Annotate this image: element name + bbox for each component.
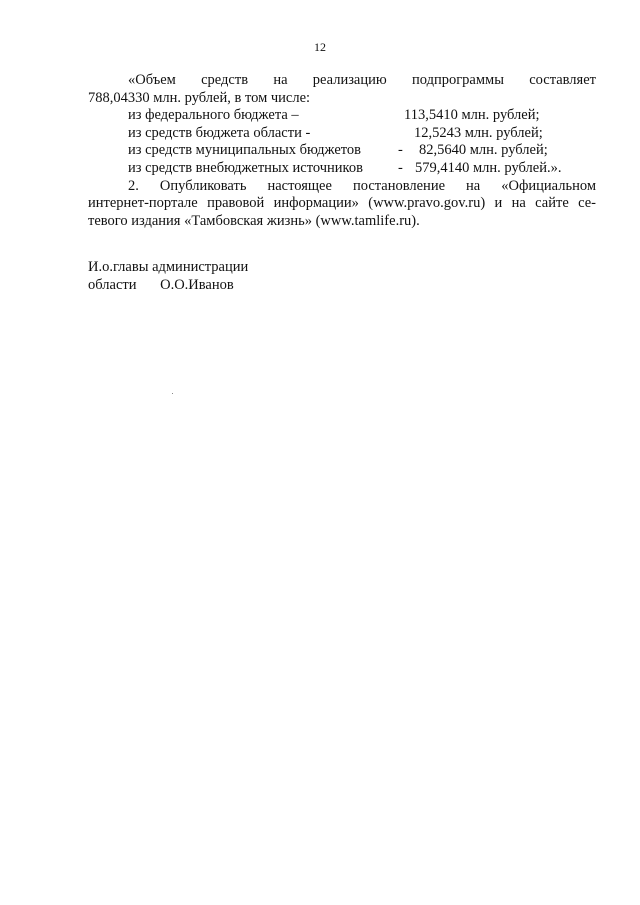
funding-source-regional bbox=[88, 125, 596, 143]
signature-block bbox=[88, 259, 248, 294]
funding-source-label: из средств бюджета области - bbox=[128, 124, 311, 141]
funding-source-value: 579,4140 млн. рублей.». bbox=[415, 159, 562, 176]
funding-source-municipal bbox=[88, 142, 596, 160]
document-body bbox=[88, 72, 596, 230]
paragraph2-line2: интернет-портале правовой информации» (www.pravo.gov.ru) и на сайте се- bbox=[88, 195, 596, 212]
funding-source-value: 113,5410 млн. рублей; bbox=[404, 107, 540, 124]
signatory-title: И.о.главы администрации bbox=[88, 259, 249, 275]
funding-source-label: из средств внебюджетных источников bbox=[128, 159, 363, 176]
paragraph1-line1: «Объем средств на реализацию подпрограммы составляет bbox=[128, 72, 596, 88]
page-number: 12 bbox=[314, 40, 326, 54]
paragraph2-line3: тевого издания «Тамбовская жизнь» (www.tamlife.ru). bbox=[88, 212, 420, 229]
funding-source-value: 12,5243 млн. рублей; bbox=[414, 124, 543, 141]
signatory-name: О.О.Иванов bbox=[160, 276, 234, 293]
funding-source-label: из федерального бюджета – bbox=[128, 107, 299, 124]
funding-source-extrabudgetary bbox=[88, 160, 596, 178]
funding-source-label: из средств муниципальных бюджетов bbox=[128, 142, 362, 159]
paragraph2-line1: 2. Опубликовать настоящее постановление на «Официальном bbox=[128, 177, 596, 194]
funding-source-federal bbox=[88, 107, 596, 125]
signatory-title-region: области bbox=[88, 276, 137, 293]
paragraph1-line2: 788,04330 млн. рублей, в том числе: bbox=[88, 89, 311, 106]
funding-source-dash: - bbox=[398, 142, 403, 159]
funding-source-value: 82,5640 млн. рублей; bbox=[419, 142, 548, 159]
funding-source-dash: - bbox=[398, 159, 403, 176]
signatory-row bbox=[88, 277, 248, 295]
scan-speck bbox=[172, 393, 173, 394]
